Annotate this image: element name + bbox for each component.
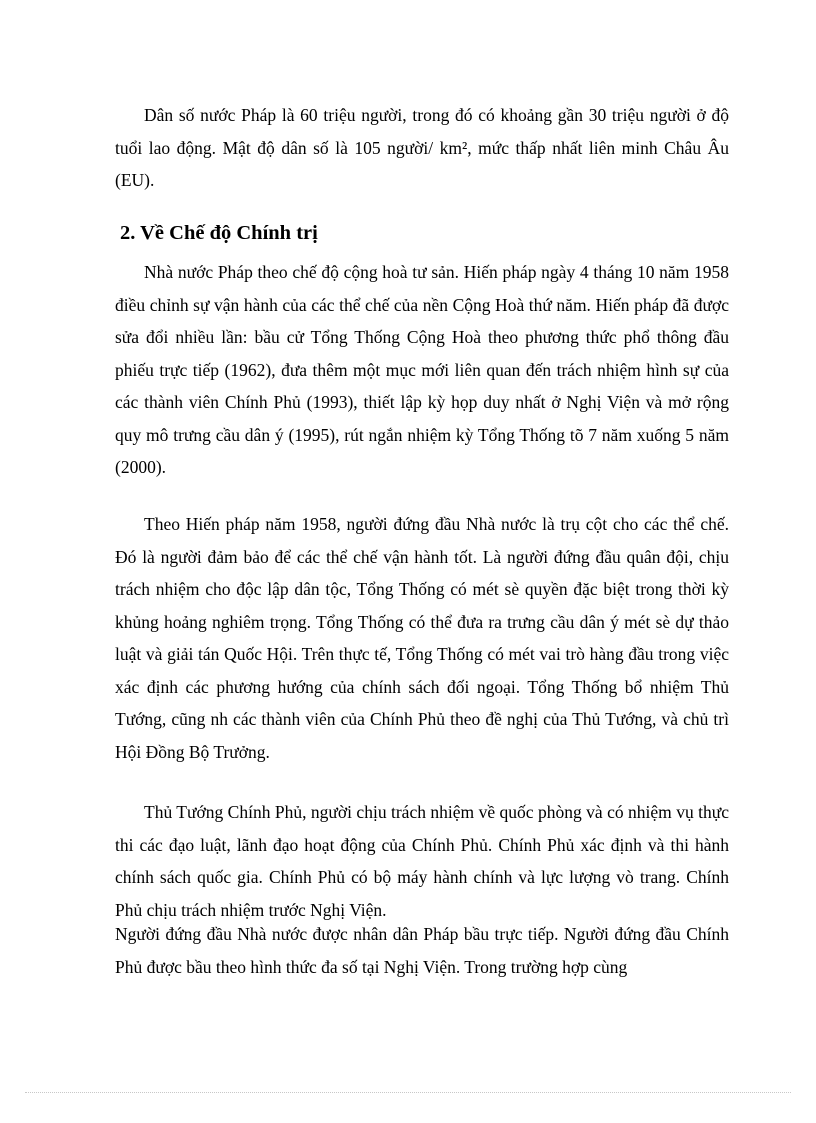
paragraph-president: Theo Hiến pháp năm 1958, người đứng đầu Nhà nước là trụ cột cho các thể chế. Đó là người đảm bảo để các thể chế vận hành tốt. Là người đứng đầu quân đội, chịu trách nhiệm cho độc lập dân tộc, Tổng Thống có mét sè quyền đặc biệt trong thời kỳ khủng hoảng nghiêm trọng. Tổng Thống có thể đưa ra trưng cầu dân ý mét sè dự thảo luật và giải tán Quốc Hội. Trên thực tế, Tổng Thống có mét vai trò hàng đầu trong việc xác định các phương hướng của chính sách đối ngoại. Tổng Thống bổ nhiệm Thủ Tướng, cũng nh các thành viên của Chính Phủ theo đề nghị của Thủ Tướng, và chủ trì Hội Đồng Bộ Trưởng. [115, 514, 729, 762]
page-bottom-divider [25, 1092, 791, 1093]
paragraph-population: Dân số nước Pháp là 60 triệu người, trong đó có khoảng gần 30 triệu người ở độ tuổi lao động. Mật độ dân số là 105 người/ km², mức thấp nhất liên minh Châu Âu (EU). [115, 105, 729, 190]
section-heading-political-regime: 2. Về Chế độ Chính trị [120, 222, 318, 244]
paragraph-prime-minister: Thủ Tướng Chính Phủ, người chịu trách nhiệm về quốc phòng và có nhiệm vụ thực thi các đạo luật, lãnh đạo hoạt động của Chính Phủ. Chính Phủ xác định và thi hành chính sách quốc gia. Chính Phủ có bộ máy hành chính và lực lượng vò trang. Chính Phủ chịu trách nhiệm trước Nghị Viện. [115, 802, 729, 920]
paragraph-constitution: Nhà nước Pháp theo chế độ cộng hoà tư sản. Hiến pháp ngày 4 tháng 10 năm 1958 điều chỉnh sự vận hành của các thể chế của nền Cộng Hoà thứ năm. Hiến pháp đã được sửa đổi nhiều lần: bầu cử Tổng Thống Cộng Hoà theo phương thức phổ thông đầu phiếu trực tiếp (1962), đưa thêm một mục mới liên quan đến trách nhiệm hình sự của các thành viên Chính Phủ (1993), thiết lập kỳ họp duy nhất ở Nghị Viện và mở rộng quy mô trưng cầu dân ý (1995), rút ngắn nhiệm kỳ Tổng Thống tõ 7 năm xuống 5 năm (2000). [115, 262, 729, 477]
paragraph-election: Người đứng đầu Nhà nước được nhân dân Pháp bầu trực tiếp. Người đứng đầu Chính Phủ được bầu theo hình thức đa số tại Nghị Viện. Trong trường hợp cùng [115, 924, 729, 977]
